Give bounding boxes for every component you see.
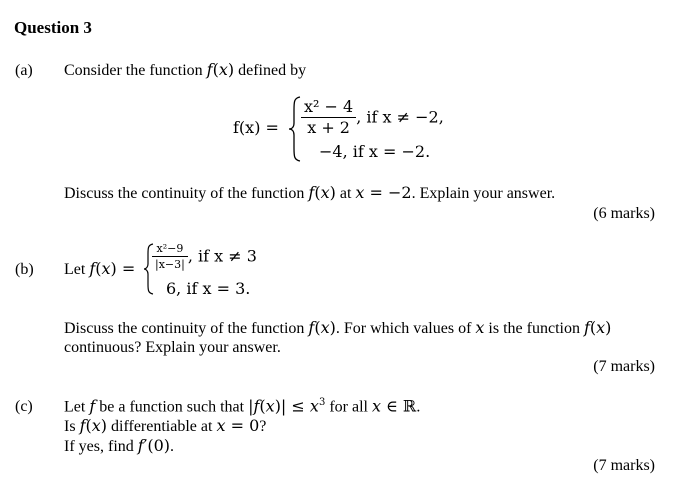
part-b-label: (b) [15, 261, 34, 278]
part-a-question-mid: at [335, 185, 356, 202]
part-b-case1-numerator: x²−9 [152, 243, 188, 257]
part-b-question-line1-a: Discuss the continuity of the function [64, 320, 309, 337]
part-a-case1-numerator: x² − 4 [301, 99, 356, 118]
part-a-intro-suffix: defined by [234, 62, 307, 79]
part-a-intro-prefix: Consider the function [64, 62, 207, 79]
question-title: Question 3 [14, 18, 92, 37]
part-b-question-line1-b: . For which values of [335, 320, 476, 337]
part-c-line3: If yes, find f′(0). [64, 436, 174, 455]
part-b-case2: 6, if x = 3. [166, 279, 251, 298]
part-a-question-post: . Explain your answer. [411, 185, 556, 202]
part-c-line3-a: If yes, find [64, 438, 138, 455]
part-b-case1-condition: , if x ≠ 3 [187, 246, 257, 266]
part-c-line2: Is f(x) differentiable at x = 0? [64, 416, 267, 435]
part-a-function-lhs: f(x) = [233, 118, 279, 137]
part-b-question-line2: continuous? Explain your answer. [64, 339, 281, 356]
part-a-intro: Consider the function f(x) defined by [64, 60, 307, 79]
part-c-label: (c) [15, 398, 33, 415]
part-a-label: (a) [15, 62, 33, 79]
part-c-line1: Let f be a function such that $|f(x)| \le x^3$ for all x ∈ ℝ. [64, 396, 421, 416]
part-b-marks: (7 marks) [593, 358, 655, 375]
part-b-let: Let f(x) = [64, 259, 136, 278]
part-a-case1-denominator: x + 2 [307, 118, 350, 137]
part-b-case1-denominator: |x−3| [155, 258, 185, 271]
part-b-question-line1: Discuss the continuity of the function f(x). For which values of x is the function f(x) [64, 318, 612, 337]
part-a-question-pre: Discuss the continuity of the function [64, 185, 309, 202]
part-c-line2-a: Is [64, 418, 80, 435]
part-a-question: Discuss the continuity of the function f(x) at x = −2. Explain your answer. [64, 183, 556, 202]
part-a-marks: (6 marks) [593, 205, 655, 222]
part-a-case2: −4, if x = −2. [319, 142, 431, 161]
part-c-line1-b: be a function such that [95, 398, 249, 416]
part-c-line1-c: for all [325, 398, 372, 416]
part-b-question-line1-c: is the function [484, 320, 584, 337]
part-c-line1-a: Let [64, 398, 90, 416]
part-b-case1 [152, 243, 257, 270]
part-a-case1 [301, 99, 444, 136]
part-c-marks: (7 marks) [593, 457, 655, 474]
part-c-line2-b: differentiable at [107, 418, 217, 435]
part-a-brace [288, 96, 302, 162]
part-a-case1-condition: , if x ≠ −2, [356, 107, 444, 127]
